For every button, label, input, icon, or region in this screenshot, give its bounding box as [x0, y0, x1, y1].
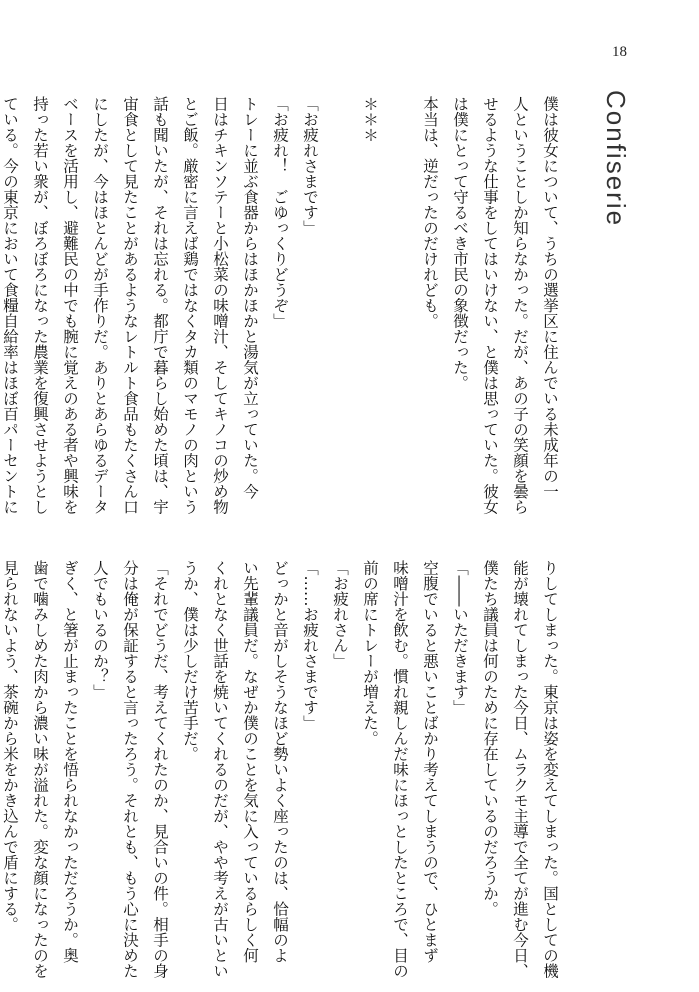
- text-line: 僕は彼女について、うちの選挙区に住んでいる未成年の一: [541, 96, 559, 499]
- text-line: 「お疲れさまです」: [301, 96, 319, 236]
- text-line: 宙食として見たことがあるようなレトルト食品もたくさん口: [121, 96, 139, 515]
- text-line: ベースを活用し、避難民の中でも腕に覚えのある者や興味を: [61, 96, 79, 515]
- text-line: 本当は、逆だったのだけれども。: [421, 96, 439, 329]
- page-number: 18: [612, 44, 627, 60]
- text-line: 人でもいるのか？」: [91, 560, 109, 700]
- text-line: 前の席にトレーが増えた。: [361, 560, 379, 746]
- text-line: 「お疲れさん」: [331, 560, 349, 669]
- text-line: 分は俺が保証すると言ったろう。それとも、もう心に決めた: [121, 560, 139, 979]
- text-line: 「――いただきます」: [451, 560, 469, 715]
- text-line: りしてしまった。東京は姿を変えてしまった。国としての機: [541, 560, 559, 979]
- text-line: [385, 96, 415, 536]
- text-block-top: [0, 96, 565, 536]
- text-line: 空腹でいると悪いことばかり考えてしまうので、ひとまず: [421, 560, 439, 963]
- text-line: [325, 96, 355, 536]
- text-line: 「……お疲れさまです」: [301, 560, 319, 731]
- text-line: 「それでどうだ、考えてくれたのか、見合いの件。相手の身: [151, 560, 169, 979]
- text-block-bottom: [0, 560, 565, 979]
- text-line: トレーに並ぶ食器からはほかほかと湯気が立っていた。今: [241, 96, 259, 499]
- text-line: 人ということしか知らなかった。だが、あの子の笑顔を曇ら: [511, 96, 529, 515]
- text-line: 能が壊れてしまった今日、ムラクモ主導で全てが進む今日、: [511, 560, 529, 979]
- text-line: 味噌汁を飲む。慣れ親しんだ味にほっとしたところで、目の: [391, 560, 409, 979]
- text-line: 「お疲れ！ ごゆっくりどうぞ」: [271, 96, 289, 329]
- text-line: 話も聞いたが、それは忘れる。都庁で暮らし始めた頃は、宇: [151, 96, 169, 515]
- text-line: にしたが、今はほとんどが手作りだ。ありとあらゆるデータ: [91, 96, 109, 515]
- text-line: 歯で噛みしめた肉から濃い味が溢れた。変な顔になったのを: [31, 560, 49, 979]
- text-line: 僕たち議員は何のために存在しているのだろうか。: [481, 560, 499, 917]
- text-line: とご飯。厳密に言えば鶏ではなくタカ類のマモノの肉という: [181, 96, 199, 515]
- text-line: ＊＊＊: [361, 96, 379, 143]
- chapter-title: Confiserie: [601, 90, 631, 228]
- text-line: どっかと音がしそうなほど勢いよく座ったのは、恰幅のよ: [271, 560, 289, 963]
- text-line: は僕にとって守るべき市民の象徴だった。: [451, 96, 469, 391]
- text-line: 日はチキンソテーと小松菜の味噌汁、そしてキノコの炒め物: [211, 96, 229, 515]
- text-line: ている。今の東京において食糧自給率はほぼ百パーセントに: [1, 96, 19, 515]
- text-line: 持った若い衆が、ぼろぼろになった農業を復興させようとし: [31, 96, 49, 515]
- text-line: せるような仕事をしてはいけない、と僕は思っていた。彼女: [481, 96, 499, 515]
- text-line: ぎく、と箸が止まったことを悟られなかっただろうか。奥: [61, 560, 79, 963]
- text-line: くれとなく世話を焼いてくれるのだが、やや考えが古いとい: [211, 560, 229, 979]
- text-line: うか、僕は少しだけ苦手だ。: [181, 560, 199, 762]
- text-line: 見られないよう、茶碗から米をかき込んで盾にする。: [1, 560, 19, 932]
- text-line: い先輩議員だ。なぜか僕のことを気に入っているらしく何: [241, 560, 259, 963]
